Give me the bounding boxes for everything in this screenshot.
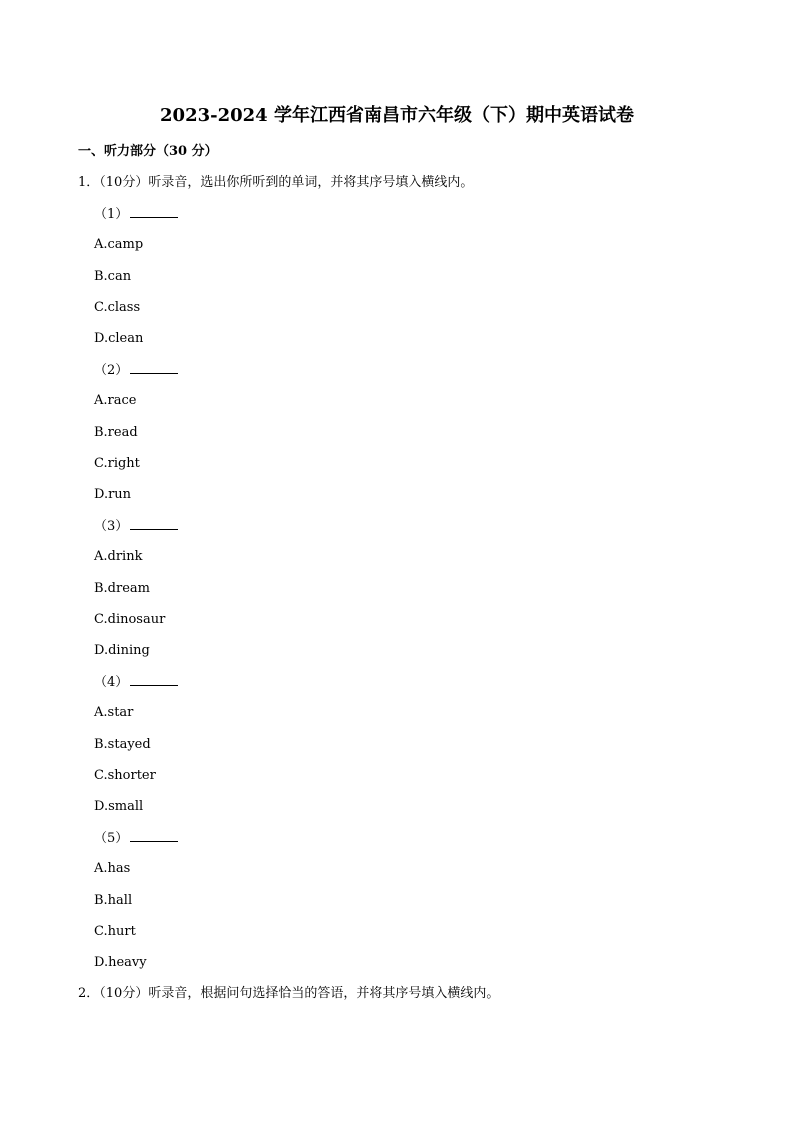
option-5c: C.hurt — [94, 924, 136, 939]
option-3c: C.dinosaur — [94, 612, 166, 627]
option-1c: C.class — [94, 300, 141, 315]
option-5d: D.heavy — [94, 955, 147, 970]
option-1b: B.can — [94, 269, 132, 284]
subquestion-label: （3） — [94, 519, 129, 534]
answer-blank[interactable] — [130, 517, 178, 530]
subquestion-5 — [94, 829, 178, 848]
subquestion-label: （1） — [94, 207, 129, 222]
option-1d: D.clean — [94, 331, 144, 346]
subquestion-label: （4） — [94, 675, 129, 690]
option-5a: A.has — [94, 861, 131, 876]
option-3d: D.dining — [94, 643, 150, 658]
option-2c: C.right — [94, 456, 140, 471]
subquestion-3 — [94, 517, 178, 536]
option-5b: B.hall — [94, 893, 133, 908]
option-2b: B.read — [94, 425, 138, 440]
option-4a: A.star — [94, 705, 134, 720]
answer-blank[interactable] — [130, 673, 178, 686]
answer-blank[interactable] — [130, 361, 178, 374]
option-3b: B.dream — [94, 581, 150, 596]
subquestion-1 — [94, 205, 178, 224]
subquestion-4 — [94, 673, 178, 692]
question-1: 1．（10分）听录音，选出你所听到的单词，并将其序号填入横线内。 — [78, 175, 474, 190]
page-title: 2023-2024 学年江西省南昌市六年级（下）期中英语试卷 — [160, 105, 634, 126]
option-2a: A.race — [94, 393, 137, 408]
subquestion-label: （5） — [94, 831, 129, 846]
option-1a: A.camp — [94, 237, 144, 252]
option-3a: A.drink — [94, 549, 143, 564]
option-4c: C.shorter — [94, 768, 156, 783]
subquestion-2 — [94, 361, 178, 380]
question-2: 2．（10分）听录音，根据问句选择恰当的答语，并将其序号填入横线内。 — [78, 986, 500, 1001]
subquestion-label: （2） — [94, 363, 129, 378]
option-4b: B.stayed — [94, 737, 151, 752]
section-heading-listening: 一、听力部分（30 分） — [78, 144, 218, 159]
answer-blank[interactable] — [130, 205, 178, 218]
option-2d: D.run — [94, 487, 132, 502]
option-4d: D.small — [94, 799, 144, 814]
answer-blank[interactable] — [130, 829, 178, 842]
